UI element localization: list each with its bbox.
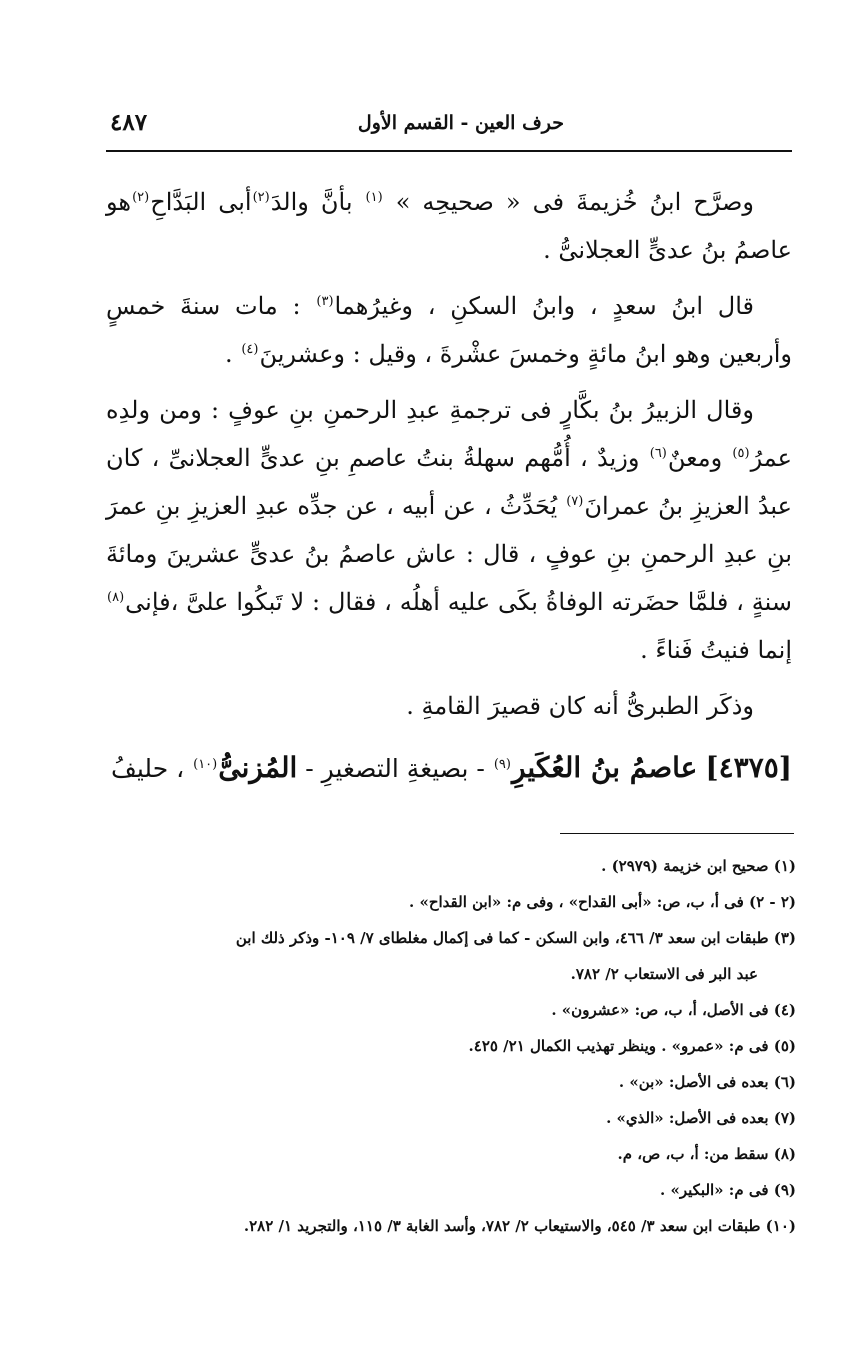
footnote-9: (٩) فى م: «البكير» . (660, 1181, 796, 1199)
footnote-rule (560, 833, 794, 834)
footnote-6: (٦) بعده فى الأصل: «بن» . (618, 1073, 796, 1091)
text-run: هو عاصمُ بنُ عدىٍّ العجلانىُّ . (106, 188, 792, 264)
entry-number: [٤٣٧٥] (705, 751, 792, 784)
footnote-3-continuation: عبد البر فى الاستعاب ٢/ ٧٨٢. (570, 965, 758, 983)
text-run: أبى البَدَّاحِ (150, 188, 252, 216)
footnote-marker[interactable]: (٦) (649, 446, 667, 461)
text-run: يُحَدِّثُ ، عن أبيه ، عن جدِّه عبدِ العزيزِ بنِ عمرَ بنِ عبدِ الرحمنِ بنِ عوفٍ ، قال : عاش عاصمُ بنُ عدىٍّ عشرينَ ومائةَ سنةٍ ، فلمَّا حضَرته الوفاةُ بكَى عليه أهلُه ، فقال : لا تَبكُوا علىَّ ،فإنى (106, 492, 792, 616)
footnote-1: (١) صحيح ابن خزيمة (٢٩٧٩) . (601, 857, 796, 875)
text-run: ومعنٌ (667, 444, 723, 472)
footnote-3: (٣) طبقات ابن سعد ٣/ ٤٦٦، وابن السكن - كما فى إكمال مغلطاى ٧/ ١٠٩- وذكر ذلك ابن (235, 929, 796, 947)
footnote-marker[interactable]: (٥) (732, 446, 750, 461)
entry-nisba: المُزنىُّ (218, 751, 298, 784)
entry-heading (106, 744, 792, 793)
entry-name: عاصمُ بنُ العُكَيرِ (511, 751, 698, 784)
running-header (110, 109, 790, 148)
header-rule (106, 150, 792, 152)
text-run: إنما فنيتُ فَناءً . (640, 636, 792, 664)
footnote-marker[interactable]: (١) (365, 190, 383, 205)
text-run: وزيدٌ ، أُمُّهم سهلةُ بنتُ عاصمِ بنِ عدىٍّ العجلانىِّ ، كان عبدُ العزيزِ بنُ عمرانَ (106, 444, 792, 520)
footnote-marker[interactable]: (٢) (252, 190, 270, 205)
paragraph-1 (106, 178, 792, 274)
footnotes (106, 848, 796, 1244)
footnote-7: (٧) بعده فى الأصل: «الذي» . (606, 1109, 796, 1127)
footnote-2: (٢ - ٢) فى أ، ب، ص: «أبى القداح» ، وفى م: «ابن القداح» . (409, 893, 796, 911)
text-run: قال ابنُ سعدٍ ، وابنُ السكنِ ، وغيرُهما (334, 292, 755, 320)
text-run: - بصيغةِ التصغيرِ - (305, 754, 485, 783)
paragraph-2 (106, 282, 792, 378)
header-title: حرف العين - القسم الأول (357, 112, 564, 134)
footnote-marker[interactable]: (٣) (316, 294, 334, 309)
footnote-marker[interactable]: (٢) (132, 190, 150, 205)
text-run: . (225, 340, 233, 368)
footnote-marker[interactable]: (٩) (493, 756, 511, 772)
footnote-5: (٥) فى م: «عمرو» . وينظر تهذيب الكمال ٢١/ ٤٢٥. (468, 1037, 796, 1055)
footnote-marker[interactable]: (١٠) (193, 756, 218, 772)
text-run: بأنَّ والدَ (270, 188, 353, 216)
footnote-marker[interactable]: (٧) (566, 494, 584, 509)
text-run: ، حليفُ (111, 754, 185, 783)
paragraph-4: وذكَر الطبرىُّ أنه كان قصيرَ القامةِ . (406, 692, 754, 720)
footnote-marker[interactable]: (٨) (107, 590, 125, 605)
text-run: وقال الزبيرُ بنُ بكَّارٍ فى ترجمةِ عبدِ الرحمنِ بنِ عوفٍ : ومن ولدِه عمرُ (106, 396, 792, 472)
footnote-8: (٨) سقط من: أ، ب، ص، م. (617, 1145, 796, 1163)
page-number: ٤٨٧ (110, 109, 148, 136)
text-run: : مات سنةَ خمسٍ وأربعين وهو ابنُ مائةٍ وخمسَ عشْرةَ ، وقيل : وعشرينَ (106, 292, 792, 368)
footnote-marker[interactable]: (٤) (241, 342, 259, 357)
paragraph-3 (106, 386, 792, 674)
footnote-4: (٤) فى الأصل، أ، ب، ص: «عشرون» . (551, 1001, 796, 1019)
main-text (106, 178, 792, 801)
text-run: وصرَّح ابنُ خُزيمةَ فى « صحيحِه » (395, 188, 754, 216)
footnote-10: (١٠) طبقات ابن سعد ٣/ ٥٤٥، والاستيعاب ٢/ ٧٨٢، وأسد الغابة ٣/ ١١٥، والتجريد ١/ ٢٨٢. (243, 1217, 796, 1235)
